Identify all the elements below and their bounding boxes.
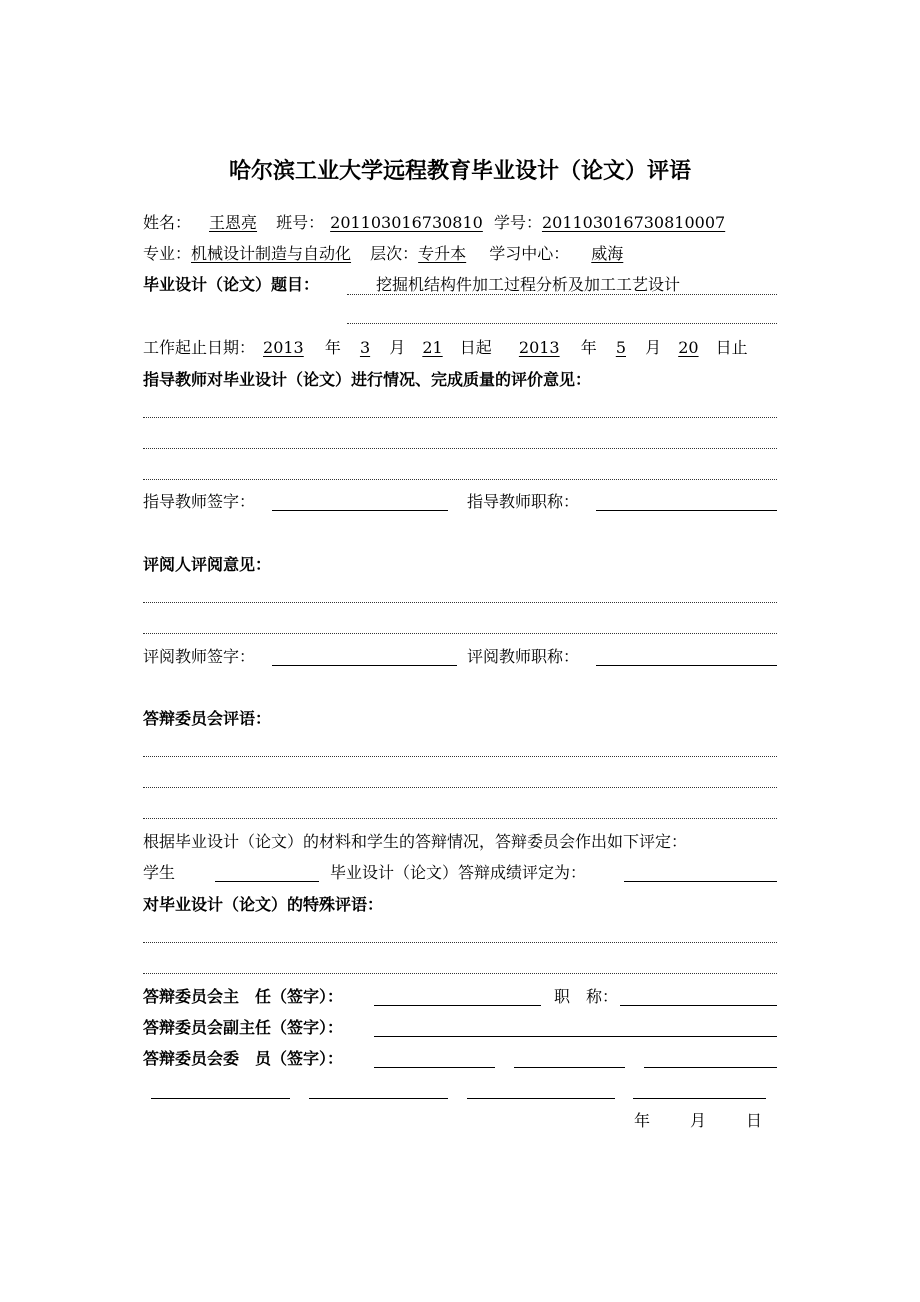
advisor-signature-label: 指导教师签字： <box>143 492 256 511</box>
footer-day-char: 日 <box>746 1111 763 1130</box>
special-comment-line[interactable] <box>143 942 777 943</box>
major-label: 专业： <box>143 244 192 263</box>
member-signature-field[interactable] <box>633 1098 766 1099</box>
evaluation-text: 根据毕业设计（论文）的材料和学生的答辩情况，答辩委员会作出如下评定： <box>143 832 688 851</box>
start-year: 2013 <box>263 338 304 357</box>
committee-comment-line[interactable] <box>143 756 777 757</box>
class-number: 201103016730810 <box>330 213 483 232</box>
page-title: 哈尔滨工业大学远程教育毕业设计（论文）评语 <box>228 159 691 184</box>
advisor-title-field[interactable] <box>596 510 777 511</box>
student-label: 学生 <box>143 863 176 882</box>
advisor-heading: 指导教师对毕业设计（论文）进行情况、完成质量的评价意见： <box>143 370 592 389</box>
member-signature-field[interactable] <box>374 1067 495 1068</box>
reviewer-comment-line[interactable] <box>143 602 777 603</box>
advisor-signature-field[interactable] <box>272 510 448 511</box>
footer-month-char: 月 <box>690 1111 707 1130</box>
work-dates-row <box>143 337 748 359</box>
year-char: 年 <box>580 338 597 357</box>
chair-label: 答辩委员会主 任（签字）： <box>143 987 344 1006</box>
start-suffix: 日起 <box>459 338 492 357</box>
center-value: 威海 <box>591 244 624 263</box>
month-char: 月 <box>389 338 406 357</box>
reviewer-heading: 评阅人评阅意见： <box>143 555 272 574</box>
committee-comment-line[interactable] <box>143 818 777 819</box>
end-suffix: 日止 <box>715 338 748 357</box>
advisor-comment-line[interactable] <box>143 448 777 449</box>
footer-year-char: 年 <box>634 1111 651 1130</box>
student-name-field[interactable] <box>215 881 319 882</box>
end-month: 5 <box>615 338 626 357</box>
student-id: 201103016730810007 <box>541 213 726 232</box>
member-signature-field[interactable] <box>467 1098 615 1099</box>
reviewer-title-field[interactable] <box>596 665 777 666</box>
advisor-comment-line[interactable] <box>143 479 777 480</box>
chair-signature-field[interactable] <box>374 1005 541 1006</box>
committee-comment-line[interactable] <box>143 787 777 788</box>
committee-heading: 答辩委员会评语： <box>143 709 272 728</box>
month-char: 月 <box>645 338 662 357</box>
topic-value: 挖掘机结构件加工过程分析及加工工艺设计 <box>376 275 681 294</box>
reviewer-title-label: 评阅教师职称： <box>467 647 580 666</box>
end-day: 20 <box>678 338 699 357</box>
reviewer-signature-label: 评阅教师签字： <box>143 647 256 666</box>
member-signature-field[interactable] <box>151 1098 290 1099</box>
year-char: 年 <box>324 338 341 357</box>
level-label: 层次： <box>370 244 419 263</box>
student-info-row <box>143 212 725 234</box>
advisor-title-label: 指导教师职称： <box>467 492 580 511</box>
center-label: 学习中心： <box>489 244 570 263</box>
name-label: 姓名： <box>143 213 192 232</box>
member-label: 答辩委员会委 员（签字）： <box>143 1049 344 1068</box>
reviewer-signature-field[interactable] <box>272 665 457 666</box>
member-signature-field[interactable] <box>514 1067 625 1068</box>
grade-field[interactable] <box>624 881 777 882</box>
rank-label: 职 称： <box>554 987 619 1006</box>
vice-chair-label: 答辩委员会副主任（签字）： <box>143 1018 344 1037</box>
member-signature-field[interactable] <box>309 1098 448 1099</box>
rank-field[interactable] <box>620 1005 777 1006</box>
start-month: 3 <box>359 338 371 357</box>
special-comment-heading: 对毕业设计（论文）的特殊评语： <box>143 895 384 914</box>
advisor-comment-line[interactable] <box>143 417 777 418</box>
start-day: 21 <box>422 338 443 357</box>
id-label: 学号： <box>493 213 542 232</box>
topic-label: 毕业设计（论文）题目： <box>143 275 320 294</box>
class-label: 班号： <box>276 213 325 232</box>
topic-dotted-line <box>347 323 777 324</box>
student-name: 王恩亮 <box>209 213 258 232</box>
dates-label: 工作起止日期： <box>143 338 256 357</box>
reviewer-comment-line[interactable] <box>143 633 777 634</box>
major-value: 机械设计制造与自动化 <box>191 244 352 263</box>
end-year: 2013 <box>518 338 560 357</box>
topic-dotted-line <box>347 294 777 295</box>
special-comment-line[interactable] <box>143 973 777 974</box>
program-info-row <box>143 243 657 265</box>
vice-chair-signature-field[interactable] <box>374 1036 777 1037</box>
member-signature-field[interactable] <box>644 1067 777 1068</box>
grade-label: 毕业设计（论文）答辩成绩评定为： <box>330 863 587 882</box>
level-value: 专升本 <box>418 244 467 263</box>
